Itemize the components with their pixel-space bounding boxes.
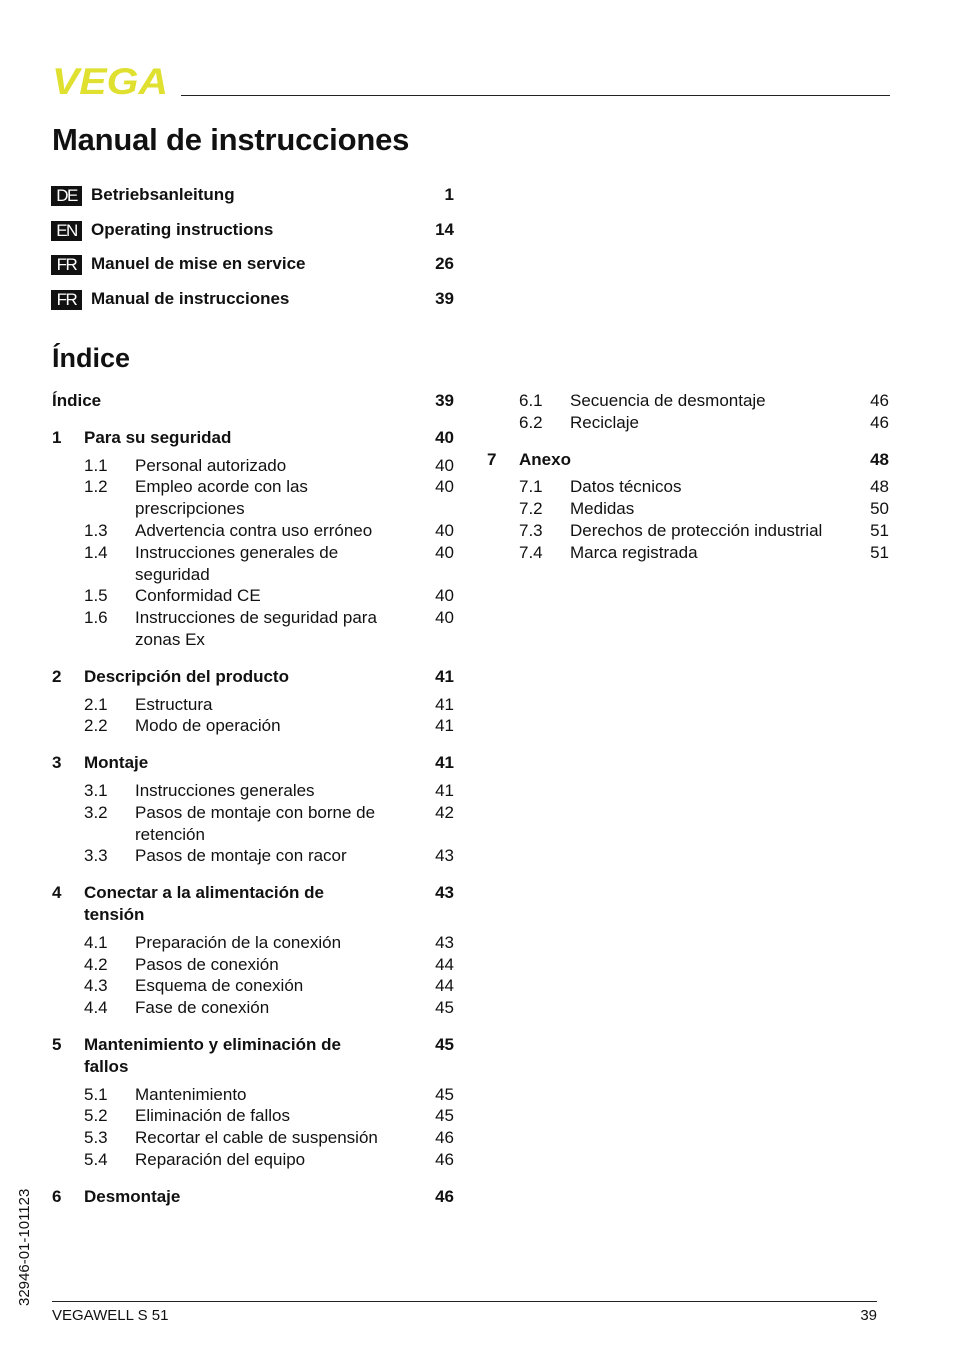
toc-section[interactable] (52, 932, 454, 954)
vega-logo (52, 66, 168, 96)
toc-number: 2.2 (84, 716, 108, 736)
toc-number: 1.5 (84, 586, 108, 606)
language-page: 14 (435, 219, 454, 239)
toc-number: 7.1 (519, 477, 543, 497)
toc-page: 43 (435, 883, 454, 903)
toc-title: Instrucciones generales de seguridad (135, 542, 339, 584)
toc-section[interactable] (52, 780, 454, 802)
toc-section[interactable] (52, 694, 454, 716)
toc-number: 7.3 (519, 520, 543, 540)
toc-section[interactable] (52, 975, 454, 997)
toc-section[interactable] (52, 997, 454, 1019)
toc-page: 43 (435, 932, 454, 952)
toc-section[interactable] (52, 607, 454, 651)
toc-number: 4.3 (84, 976, 108, 996)
toc-page: 44 (435, 976, 454, 996)
toc-number: 7.4 (519, 542, 543, 562)
language-page: 1 (444, 185, 454, 204)
header-rule (181, 95, 890, 96)
toc-title: Conformidad CE (135, 586, 261, 606)
toc-page: 40 (435, 455, 454, 475)
toc-page: 51 (870, 520, 889, 540)
toc-chapter[interactable] (52, 882, 454, 926)
toc-number: 6.1 (519, 391, 543, 410)
toc-page: 46 (435, 1186, 454, 1206)
toc-chapter[interactable] (52, 1186, 454, 1208)
toc-page: 39 (435, 391, 454, 410)
toc-title: Pasos de conexión (135, 954, 279, 974)
language-label: Manual de instrucciones (91, 288, 290, 308)
toc-page: 41 (435, 694, 454, 714)
language-entry[interactable] (52, 252, 454, 287)
toc-page: 51 (870, 542, 889, 562)
footer-rule (52, 1301, 877, 1302)
toc-section[interactable] (52, 1084, 454, 1106)
toc-title: Marca registrada (570, 542, 698, 562)
language-badge: DE (52, 187, 81, 205)
language-entry[interactable] (52, 218, 454, 253)
toc-page: 40 (435, 477, 454, 497)
toc-title: Datos técnicos (570, 477, 682, 497)
toc-page: 41 (435, 780, 454, 800)
toc-number: 4.1 (84, 932, 108, 952)
toc-section[interactable] (52, 1127, 454, 1149)
toc-number: 3 (52, 753, 62, 773)
toc-number: 1 (52, 427, 62, 447)
toc-number: 6.2 (519, 412, 543, 432)
toc-section[interactable] (52, 455, 454, 477)
toc-section[interactable] (487, 390, 889, 412)
toc-number: 2.1 (84, 694, 108, 714)
toc-section[interactable] (52, 954, 454, 976)
toc-number: 5.1 (84, 1084, 108, 1104)
toc-chapter[interactable] (52, 427, 454, 449)
toc-title: Eliminación de fallos (135, 1106, 290, 1126)
toc-number: 2 (52, 666, 62, 686)
toc-chapter[interactable] (52, 666, 454, 688)
toc-page: 46 (870, 391, 889, 410)
toc-number: 1.1 (84, 455, 108, 475)
toc-section[interactable] (52, 802, 454, 846)
toc-title: Índice (52, 391, 102, 410)
toc-number: 4.2 (84, 954, 108, 974)
toc-title: Empleo acorde con las prescripciones (135, 477, 308, 519)
toc-page: 41 (435, 753, 454, 773)
toc-chapter[interactable] (52, 1034, 454, 1078)
toc-title: Anexo (519, 449, 571, 469)
page-title: Manual de instrucciones (52, 122, 410, 157)
toc-section[interactable] (52, 585, 454, 607)
language-list (52, 183, 454, 321)
toc-page: 48 (870, 449, 889, 469)
toc-section[interactable] (487, 412, 889, 434)
toc-page: 45 (435, 1084, 454, 1104)
toc-column-right (487, 390, 889, 564)
toc-section[interactable] (487, 520, 889, 542)
toc-section[interactable] (487, 498, 889, 520)
language-entry[interactable] (52, 287, 454, 322)
toc-number: 4.4 (84, 998, 108, 1018)
toc-section[interactable] (52, 542, 454, 586)
toc-title: Mantenimiento y eliminación de fallos (84, 1034, 341, 1076)
toc-title: Conectar a la alimentación de tensión (84, 883, 324, 924)
toc-title: Preparación de la conexión (135, 932, 342, 952)
toc-number: 3.2 (84, 802, 108, 822)
toc-number: 7.2 (519, 499, 543, 519)
toc-page: 45 (435, 1034, 454, 1054)
toc-page: 41 (435, 716, 454, 736)
toc-page: 40 (435, 586, 454, 606)
toc-heading: Índice (52, 343, 131, 373)
toc-page: 40 (435, 542, 454, 562)
toc-title: Secuencia de desmontaje (570, 391, 766, 410)
toc-page: 46 (435, 1149, 454, 1169)
toc-title: Pasos de montaje con racor (135, 846, 347, 866)
toc-title: Reparación del equipo (135, 1149, 306, 1169)
toc-title: Fase de conexión (135, 998, 270, 1018)
toc-page: 45 (435, 998, 454, 1018)
toc-chapter[interactable] (52, 752, 454, 774)
toc-title: Reciclaje (570, 412, 639, 432)
toc-page: 40 (435, 520, 454, 540)
toc-number: 5.3 (84, 1128, 108, 1148)
language-page: 39 (435, 288, 454, 308)
toc-number: 1.2 (84, 477, 108, 497)
toc-title: Medidas (570, 499, 635, 519)
toc-number: 4 (52, 883, 62, 903)
language-page: 26 (435, 254, 454, 273)
toc-page: 43 (435, 846, 454, 866)
toc-number: 5.4 (84, 1149, 108, 1169)
footer-page-number: 39 (860, 1307, 877, 1324)
toc-title: Mantenimiento (135, 1084, 247, 1104)
toc-column-left (52, 390, 454, 1214)
toc-page: 40 (435, 608, 454, 628)
toc-section[interactable] (52, 715, 454, 737)
toc-number: 5.2 (84, 1106, 108, 1126)
toc-number: 3.3 (84, 846, 108, 866)
toc-title: Instrucciones de seguridad para zonas Ex (135, 608, 377, 649)
toc-title: Advertencia contra uso erróneo (135, 520, 373, 540)
document-code: 32946-01-101123 (16, 1188, 33, 1306)
footer-product: VEGAWELL S 51 (52, 1307, 169, 1324)
toc-title: Montaje (84, 753, 149, 773)
toc-section[interactable] (52, 1105, 454, 1127)
language-label: Operating instructions (91, 219, 274, 239)
toc-title: Descripción del producto (84, 666, 289, 686)
toc-chapter[interactable] (52, 390, 454, 412)
toc-section[interactable] (52, 476, 454, 520)
toc-title: Esquema de conexión (135, 976, 304, 996)
toc-section[interactable] (487, 542, 889, 564)
language-label: Manuel de mise en service (91, 254, 306, 273)
toc-page: 46 (870, 412, 889, 432)
toc-section[interactable] (52, 520, 454, 542)
language-badge: EN (52, 222, 81, 240)
language-badge: FR (52, 291, 81, 309)
toc-page: 44 (435, 954, 454, 974)
language-badge: FR (52, 256, 81, 274)
toc-number: 5 (52, 1034, 62, 1054)
toc-section[interactable] (487, 476, 889, 498)
toc-title: Estructura (135, 694, 213, 714)
toc-page: 48 (870, 477, 889, 497)
vega-logo-text: VEGA (52, 66, 168, 96)
toc-number: 1.6 (84, 608, 108, 628)
toc-section[interactable] (52, 1149, 454, 1171)
toc-number: 1.3 (84, 520, 108, 540)
toc-page: 42 (435, 802, 454, 822)
toc-title: Derechos de protección industrial (570, 520, 823, 540)
toc-page: 45 (435, 1106, 454, 1126)
toc-section[interactable] (52, 845, 454, 867)
language-entry[interactable] (52, 183, 454, 218)
toc-title: Instrucciones generales (135, 780, 315, 800)
toc-title: Personal autorizado (135, 455, 287, 475)
toc-page: 50 (870, 499, 889, 519)
toc-title: Pasos de montaje con borne de retención (135, 802, 376, 844)
toc-title: Desmontaje (84, 1186, 181, 1206)
toc-page: 41 (435, 666, 454, 686)
toc-title: Para su seguridad (84, 427, 232, 447)
toc-page: 46 (435, 1128, 454, 1148)
toc-title: Recortar el cable de suspensión (135, 1128, 378, 1148)
toc-title: Modo de operación (135, 716, 281, 736)
toc-page: 40 (435, 427, 454, 447)
toc-number: 3.1 (84, 780, 108, 800)
toc-number: 1.4 (84, 542, 108, 562)
toc-number: 7 (487, 449, 497, 469)
toc-chapter[interactable] (487, 449, 889, 471)
toc-number: 6 (52, 1186, 62, 1206)
language-label: Betriebsanleitung (91, 185, 235, 204)
